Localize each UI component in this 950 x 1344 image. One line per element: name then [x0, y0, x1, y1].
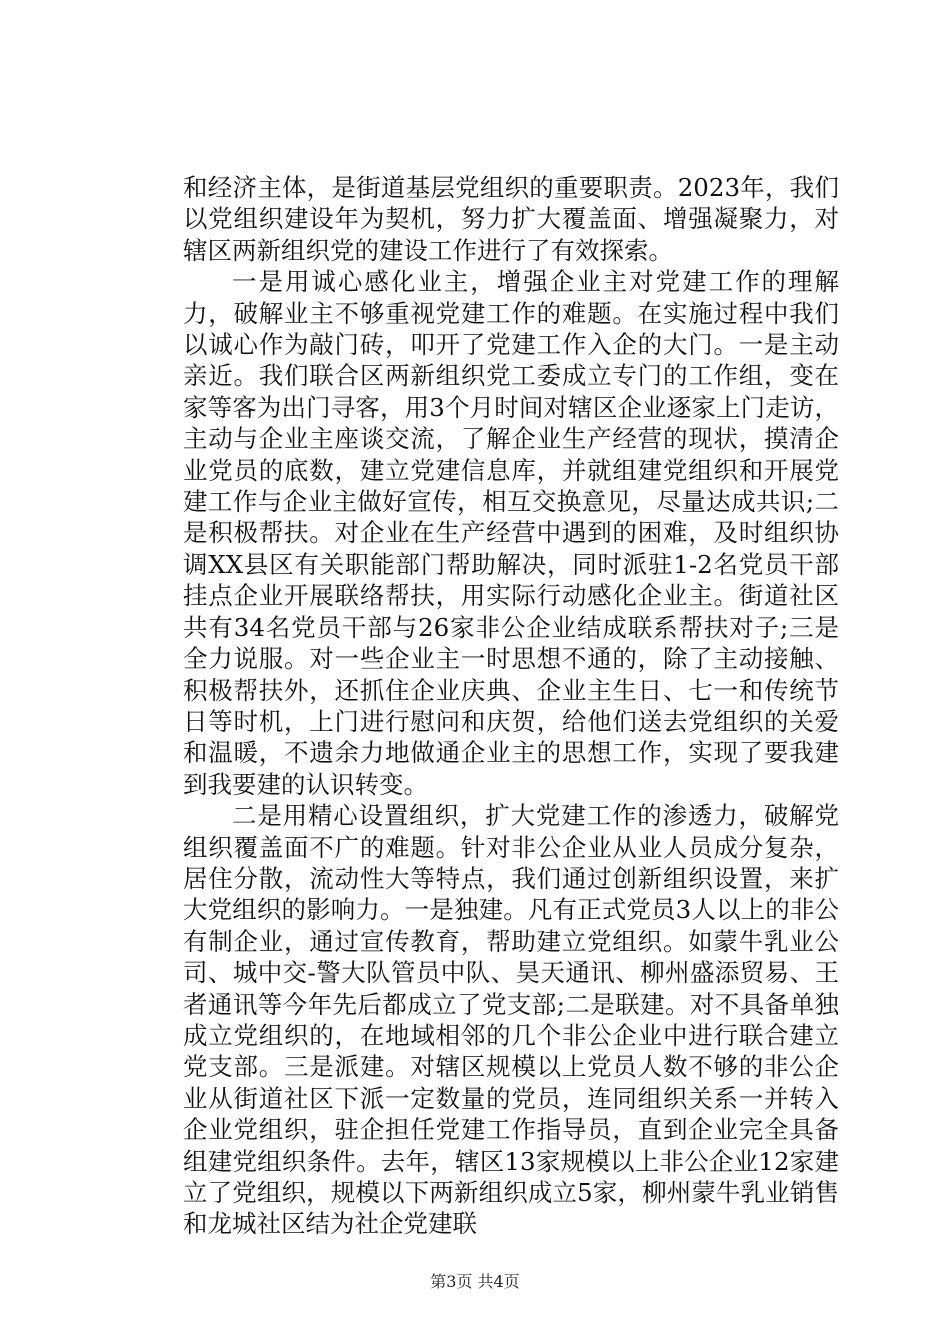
- page-number-footer: 第3页 共4页: [430, 1272, 520, 1291]
- paragraph-2: 一是用诚心感化业主，增强企业主对党建工作的理解力，破解业主不够重视党建工作的难题。在实施过程中我们以诚心作为敲门砖，叩开了党建工作入企的大门。一是主动亲近。我们联合区两新组织党工委成立专门的工作组，变在家等客为出门寻客，用3个月时间对辖区企业逐家上门走访，主动与企业主座谈交流，了解企业生产经营的现状，摸清企业党员的底数，建立党建信息库，并就组建党组织和开展党建工作与企业主做好宣传，相互交换意见，尽量达成共识;二是积极帮扶。对企业在生产经营中遇到的困难，及时组织协调XX县区有关职能部门帮助解决，同时派驻1-2名党员干部挂点企业开展联络帮扶，用实际行动感化企业主。街道社区共有34名党员干部与26家非公企业结成联系帮扶对子;三是全力说服。对一些企业主一时思想不通的，除了主动接触、积极帮扶外，还抓住企业庆典、企业主生日、七一和传统节日等时机，上门进行慰问和庆贺，给他们送去党组织的关爱和温暖，不遗余力地做通企业主的思想工作，实现了要我建到我要建的认识转变。: [183, 267, 839, 799]
- document-body: [183, 172, 839, 1240]
- paragraph-3: 二是用精心设置组织，扩大党建工作的渗透力，破解党组织覆盖面不广的难题。针对非公企业从业人员成分复杂，居住分散，流动性大等特点，我们通过创新组织设置，来扩大党组织的影响力。一是独建。凡有正式党员3人以上的非公有制企业，通过宣传教育，帮助建立党组织。如蒙牛乳业公司、城中交-警大队管员中队、昊天通讯、柳州盛添贸易、王者通讯等今年先后都成立了党支部;二是联建。对不具备单独成立党组织的，在地域相邻的几个非公企业中进行联合建立党支部。三是派建。对辖区规模以上党员人数不够的非公企业从街道社区下派一定数量的党员，连同组织关系一并转入企业党组织，驻企担任党建工作指导员，直到企业完全具备组建党组织条件。去年，辖区13家规模以上非公企业12家建立了党组织，规模以下两新组织成立5家，柳州蒙牛乳业销售和龙城社区结为社企党建联: [183, 801, 839, 1239]
- paragraph-1: 和经济主体，是街道基层党组织的重要职责。2023年，我们以党组织建设年为契机，努力扩大覆盖面、增强凝聚力，对辖区两新组织党的建设工作进行了有效探索。: [183, 173, 839, 265]
